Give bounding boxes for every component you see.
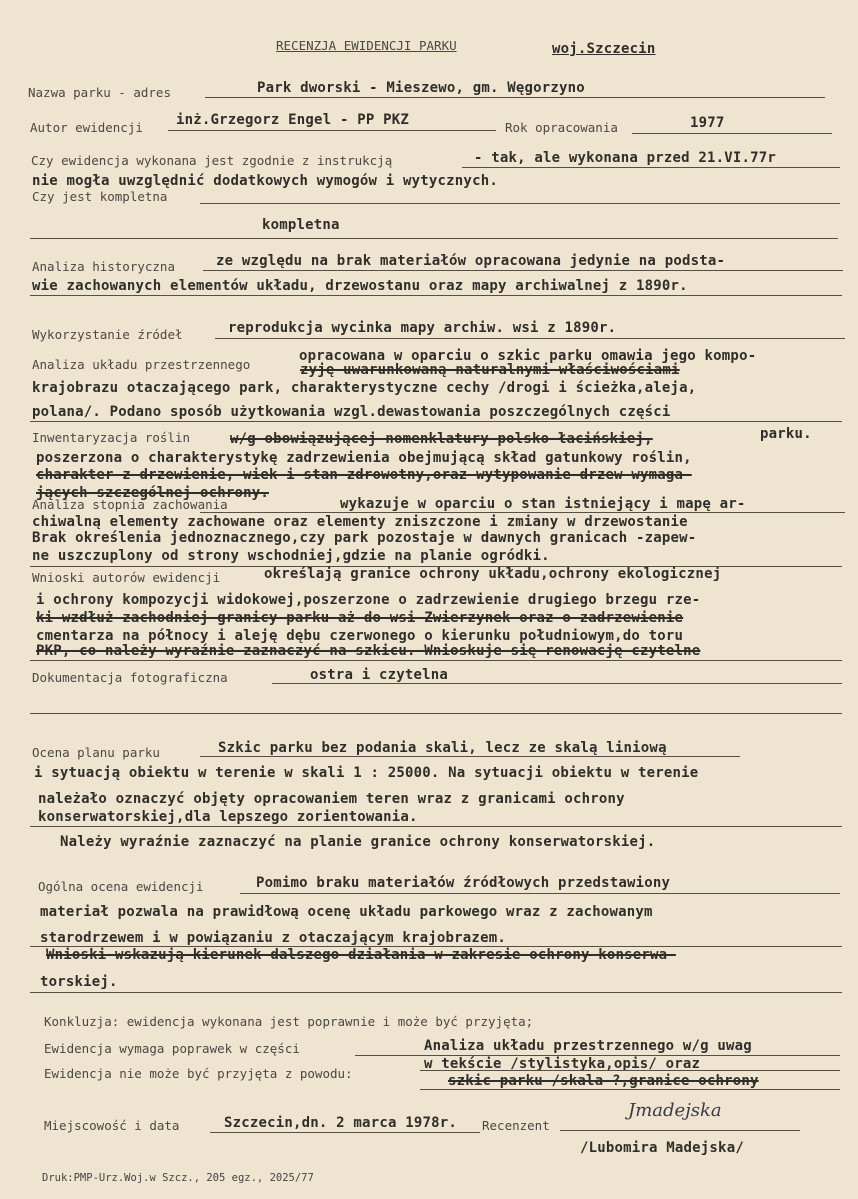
plan-line-2: i sytuacją obiektu w terenie w skali 1 : 25000. Na sytuacji obiektu w terenie (34, 765, 699, 781)
photo-label: Dokumentacja fotograficzna (32, 670, 228, 685)
preservation-line-4: ne uszczuplony od strony wschodniej,gdzie na planie ogródki. (32, 548, 550, 564)
place-value: Szczecin,dn. 2 marca 1978r. (224, 1115, 457, 1131)
name-label: Nazwa parku - adres (28, 85, 171, 100)
handwritten-signature: Jmadejska (628, 1100, 722, 1121)
authors-conclusions-line-5: PKP, co należy wyraźnie zaznaczyć na szkicu. Wnioskuje się renowację czytelne (36, 643, 701, 659)
history-line-1: ze względu na brak materiałów opracowana jedynie na podsta- (216, 253, 726, 269)
place-label: Miejscowość i data (44, 1118, 180, 1133)
place-rule (210, 1132, 480, 1133)
photo-rule-2 (30, 713, 842, 714)
overall-line-3: starodrzewem i w powiązaniu z otaczającym krajobrazem. (40, 930, 506, 946)
corrections-value-2: w tekście /stylistyka,opis/ oraz (424, 1056, 701, 1072)
voivodeship: woj.Szczecin (552, 41, 656, 57)
plan-rule-1 (200, 756, 740, 757)
preservation-line-3: Brak określenia jednoznacznego,czy park pozostaje w dawnych granicach -zapew- (32, 530, 697, 546)
plan-line-5: Należy wyraźnie zaznaczyć na planie granice ochrony konserwatorskiej. (60, 834, 656, 850)
plan-line-4: konserwatorskiej,dla lepszego zorientowania. (38, 809, 418, 825)
spatial-line-3: krajobrazu otaczającego park, charakterystyczne cechy /drogi i ścieżka,aleja, (32, 380, 697, 396)
overall-line-5: torskiej. (40, 974, 118, 990)
spatial-line-4: polana/. Podano sposób użytkowania wzgl.dewastowania poszczególnych części (32, 404, 671, 420)
rejection-rule-2 (420, 1089, 840, 1090)
preservation-line-1: wykazuje w oparciu o stan istniejący i mapę ar- (340, 496, 746, 512)
instruction-rule (462, 167, 840, 168)
authors-conclusions-line-4: cmentarza na północy i aleję dębu czerwonego o kierunku południowym,do toru (36, 628, 684, 644)
author-rule (168, 130, 496, 131)
name-rule (205, 97, 825, 98)
rejection-rule (420, 1070, 840, 1071)
overall-rule-1 (240, 893, 840, 894)
authors-conclusions-label: Wnioski autorów ewidencji (32, 570, 221, 585)
spatial-label: Analiza układu przestrzennego (32, 357, 251, 372)
complete-rule-1 (200, 203, 840, 204)
spatial-rule (30, 421, 842, 422)
conclusion-line-1: Konkluzja: ewidencja wykonana jest poprawnie i może być przyjęta; (44, 1014, 534, 1029)
sources-rule (215, 338, 845, 339)
corrections-value: Analiza układu przestrzennego w/g uwag (424, 1038, 752, 1054)
inventory-line-3: charakter z drzewienie, wiek i stan zdrowotny,oraz wytypowanie drzew wymaga- (36, 467, 692, 483)
photo-value: ostra i czytelna (310, 667, 449, 683)
preservation-line-2: chiwalną elementy zachowane oraz elementy zniszczone i zmiany w drzewostanie (32, 514, 688, 530)
overall-label: Ogólna ocena ewidencji (38, 879, 204, 894)
inventory-line-1: w/g obowiązującej nomenklatury polsko-łacińskiej, (230, 431, 653, 447)
reviewer-label: Recenzent (482, 1118, 550, 1133)
photo-rule-1 (272, 683, 842, 684)
inventory-label: Inwentaryzacja roślin (32, 430, 191, 445)
sources-value: reprodukcja wycinka mapy archiw. wsi z 1890r. (228, 320, 617, 336)
plan-line-3: należało oznaczyć objęty opracowaniem teren wraz z granicami ochrony (38, 791, 625, 807)
inventory-parku: parku. (760, 426, 812, 442)
overall-rule-3 (30, 992, 842, 993)
history-label: Analiza historyczna (32, 259, 175, 274)
overall-line-2: materiał pozwala na prawidłową ocenę układu parkowego wraz z zachowanym (40, 904, 653, 920)
print-info: Druk:PMP-Urz.Woj.w Szcz., 205 egz., 2025/77 (42, 1172, 314, 1184)
history-rule-2 (30, 295, 842, 296)
complete-rule-2 (30, 238, 838, 239)
plan-line-1: Szkic parku bez podania skali, lecz ze skalą liniową (218, 740, 667, 756)
instruction-value: - tak, ale wykonana przed 21.VI.77r (474, 150, 777, 166)
form-title: RECENZJA EWIDENCJI PARKU (276, 38, 457, 53)
history-rule-1 (203, 270, 843, 271)
year-rule (632, 133, 832, 134)
rejection-label: Ewidencja nie może być przyjęta z powodu: (44, 1066, 353, 1081)
complete-value: kompletna (262, 217, 340, 233)
rejection-value: szkic parku /skala ?,granice ochrony (448, 1073, 759, 1089)
reviewer-name: /Lubomira Madejska/ (580, 1140, 744, 1156)
history-line-2: wie zachowanych elementów układu, drzewostanu oraz mapy archiwalnej z 1890r. (32, 278, 688, 294)
year-value: 1977 (690, 115, 725, 131)
overall-line-1: Pomimo braku materiałów źródłowych przedstawiony (256, 875, 671, 891)
inventory-line-4: jących szczególnej ochrony. (36, 485, 269, 501)
instruction-continuation: nie mogła uwzględnić dodatkowych wymogów i wytycznych. (32, 173, 498, 189)
inventory-line-2: poszerzona o charakterystykę zadrzewienia obejmującą skład gatunkowy roślin, (36, 450, 692, 466)
plan-label: Ocena planu parku (32, 745, 160, 760)
complete-label: Czy jest kompletna (32, 189, 168, 204)
authors-conclusions-rule (30, 660, 842, 661)
year-label: Rok opracowania (505, 120, 618, 135)
overall-line-4: Wnioski wskazują kierunek dalszego działania w zakresie ochrony konserwa- (46, 947, 676, 963)
instruction-label: Czy ewidencja wykonana jest zgodnie z instrukcją (31, 153, 393, 168)
author-value: inż.Grzegorz Engel - PP PKZ (176, 112, 409, 128)
plan-rule-2 (30, 826, 842, 827)
author-label: Autor ewidencji (30, 120, 143, 135)
authors-conclusions-line-2: i ochrony kompozycji widokowej,poszerzone o zadrzewienie drugiego brzegu rze- (36, 592, 701, 608)
spatial-line-2: zyję uwarunkowaną naturalnymi właściwościami (300, 362, 680, 378)
name-value: Park dworski - Mieszewo, gm. Węgorzyno (257, 80, 585, 96)
preservation-rule-1 (200, 512, 845, 513)
sources-label: Wykorzystanie źródeł (32, 327, 183, 342)
preservation-label: Analiza stopnia zachowania (32, 497, 228, 512)
spatial-line-1: opracowana w oparciu o szkic parku omawia jego kompo- (299, 348, 757, 364)
authors-conclusions-line-1: określają granice ochrony układu,ochrony ekologicznej (264, 566, 722, 582)
signature-rule (560, 1130, 800, 1131)
corrections-label: Ewidencja wymaga poprawek w części (44, 1041, 300, 1056)
authors-conclusions-line-3: ki wzdłuż zachodniej granicy parku aż do wsi Zwierzynek oraz o zadrzewienie (36, 610, 684, 626)
